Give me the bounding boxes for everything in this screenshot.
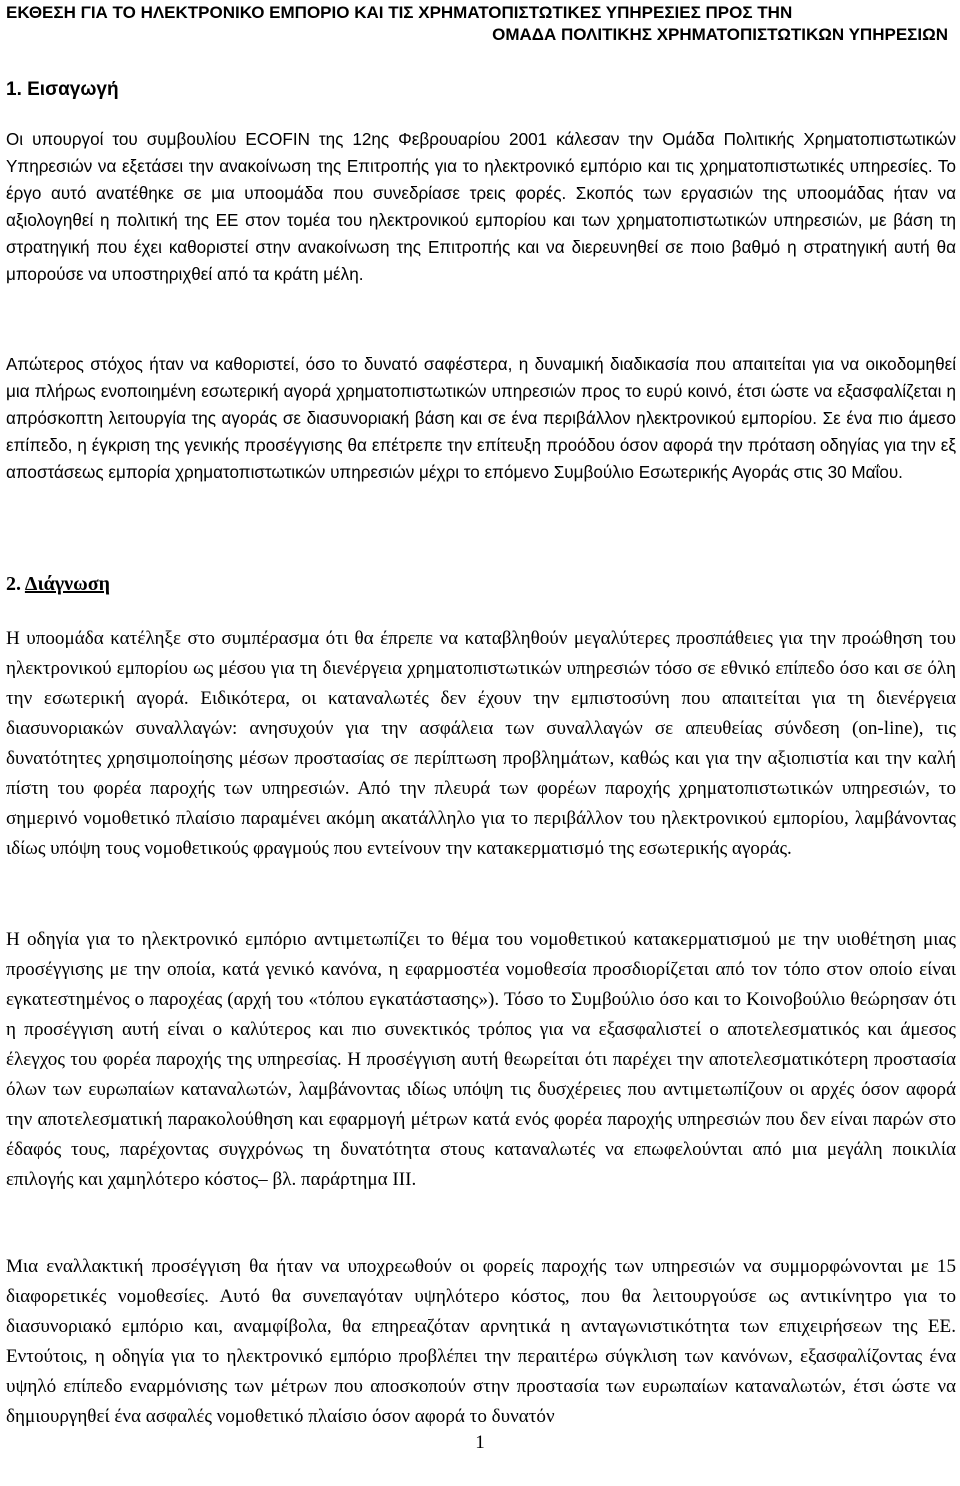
- section-2-number: 2.: [6, 573, 25, 595]
- section-2-paragraph-2: Η οδηγία για το ηλεκτρονικό εμπόριο αντιμετωπίζει το θέμα του νομοθετικού κατακερματισμού με την υιοθέτηση μιας προσέγγισης με την οποία, κατά γενικό κανόνα, η εφαρμοστέα νομοθεσία προσδιορίζεται από τον τόπο στον οποίο είναι εγκατεστημένος ο παροχέας (αρχή του «τόπου εγκατάστασης»). Τόσο το Συμβούλιο όσο και το Κοινοβούλιο θεώρησαν ότι η προσέγγιση αυτή είναι ο καλύτερος και πιο συνεκτικός τρόπος για να εξασφαλιστεί ο αποτελεσματικός και άμεσος έλεγχος του φορέα παροχής της υπηρεσίας. Η προσέγγιση αυτή θεωρείται ότι παρέχει την αποτελεσματικότερη προστασία όλων των ευρωπαίων καταναλωτών, λαμβάνοντας ιδίως υπόψη τις δυσχέρειες που αντιμετωπίζουν οι αρχές όσον αφορά την αποτελεσματική παρακολούθηση και εφαρμογή μέτρων κατά ενός φορέα παροχής υπηρεσιών που δεν είναι παρών στο έδαφός τους, παρέχοντας συγχρόνως τη δυνατότητα στους καταναλωτές να επωφελούνται από μια μεγάλη ποικιλία επιλογής και χαμηλότερο κόστος– βλ. παράρτημα ΙΙΙ.: [6, 929, 956, 1190]
- section-2-paragraph-3: Μια εναλλακτική προσέγγιση θα ήταν να υποχρεωθούν οι φορείς παροχής των υπηρεσιών να συμμορφώνονται με 15 διαφορετικές νομοθεσίες. Αυτό θα συνεπαγόταν υψηλότερο κόστος, που θα λειτουργούσε ως αντικίνητρο για το διασυνοριακό εμπόριο και, αναμφίβολα, θα επηρεαζόταν αρνητικά η ανταγωνιστικότητα των επιχειρήσεων της ΕΕ. Εντούτοις, η οδηγία για το ηλεκτρονικό εμπόριο προβλέπει την περαιτέρω σύγκλιση των κανόνων, εξασφαλίζοντας ένα υψηλό επίπεδο εναρμόνισης των μέτρων που αποσκοπούν στην προστασία των ευρωπαίων καταναλωτών, έτσι ώστε να δημιουργηθεί ένα ασφαλές νομοθετικό πλαίσιο όσον αφορά το δυνατόν: [6, 1256, 956, 1427]
- section-2-paragraph-1: Η υποομάδα κατέληξε στο συμπέρασμα ότι θα έπρεπε να καταβληθούν μεγαλύτερες προσπάθειες για την προώθηση του ηλεκτρονικού εμπορίου ως μέσου για τη διενέργεια χρηματοπιστωτικών υπηρεσιών τόσο σε εθνικό επίπεδο όσο και σε όλη την εσωτερική αγορά. Ειδικότερα, οι καταναλωτές δεν έχουν την εμπιστοσύνη που απαιτείται για τη διενέργεια διασυνοριακών συναλλαγών: ανησυχούν για την ασφάλεια των συναλλαγών σε απευθείας σύνδεση (on-line), τις δυνατότητες χρησιμοποίησης μέσων προστασίας σε περίπτωση προβλημάτων, καθώς και για την αξιοπιστία και την καλή πίστη του φορέα παροχής των υπηρεσιών. Από την πλευρά των φορέων παροχής χρηματοπιστωτικών υπηρεσιών, το σημερινό νομοθετικό πλαίσιο παραμένει ακόμη ακατάλληλο για το περιβάλλον του ηλεκτρονικού εμπορίου, λαμβάνοντας ιδίως υπόψη τους νομοθετικούς φραγμούς που εντείνουν την κατακερματισμό της εσωτερικής αγοράς.: [6, 628, 956, 859]
- section-1-paragraph-2: Απώτερος στόχος ήταν να καθοριστεί, όσο το δυνατό σαφέστερα, η δυναμική διαδικασία που απαιτείται για να οικοδομηθεί μια πλήρως ενοποιημένη εσωτερική αγορά χρηματοπιστωτικών υπηρεσιών προς το ευρύ κοινό, έτσι ώστε να εξασφαλίζεται η απρόσκοπτη λειτουργία της αγοράς σε διασυνοριακή βάση και σε ένα περιβάλλον ηλεκτρονικού εμπορίου. Σε ένα πιο άμεσο επίπεδο, η έγκριση της γενικής προσέγγισης θα επέτρεπε την επίτευξη προόδου όσον αφορά την πρόταση οδηγίας για την εξ αποστάσεως εμπορία χρηματοπιστωτικών υπηρεσιών μέχρι το επόμενο Συμβούλιο Εσωτερικής Αγοράς στις 30 Μαΐου.: [6, 355, 956, 482]
- section-1-heading: 1. Εισαγωγή: [6, 79, 119, 100]
- document-title: [6, 2, 956, 46]
- section-2-title: Διάγνωση: [24, 573, 110, 595]
- title-line-1: ΕΚΘΕΣΗ ΓΙΑ ΤΟ ΗΛΕΚΤΡΟΝΙΚΟ ΕΜΠΟΡΙΟ ΚΑΙ ΤΙΣ ΧΡΗΜΑΤΟΠΙΣΤΩΤΙΚΕΣ ΥΠΗΡΕΣΙΕΣ ΠΡΟΣ ΤΗΝ: [6, 3, 793, 22]
- title-line-2: ΟΜΑΔΑ ΠΟΛΙΤΙΚΗΣ ΧΡΗΜΑΤΟΠΙΣΤΩΤΙΚΩΝ ΥΠΗΡΕΣΙΩΝ: [492, 25, 948, 44]
- page-number: 1: [475, 1432, 485, 1453]
- section-1-paragraph-1: Οι υπουργοί του συμβουλίου ECOFIN της 12ης Φεβρουαρίου 2001 κάλεσαν την Ομάδα Πολιτικής Χρηματοπιστωτικών Υπηρεσιών να εξετάσει την ανακοίνωση της Επιτροπής για το ηλεκτρονικό εμπόριο και τις χρηματοπιστωτικές υπηρεσίες. Το έργο αυτό ανατέθηκε σε μια υποομάδα που συνεδρίασε τρεις φορές. Σκοπός των εργασιών της υποομάδας ήταν να αξιολογηθεί η πολιτική της ΕΕ στον τομέα του ηλεκτρονικού εμπορίου και των χρηματοπιστωτικών υπηρεσιών, με βάση τη στρατηγική που έχει καθοριστεί στην ανακοίνωση της Επιτροπής και να διερευνηθεί σε ποιο βαθμό η στρατηγική αυτή θα μπορούσε να υποστηριχθεί από τα κράτη μέλη.: [6, 130, 956, 284]
- section-2-heading: [6, 572, 110, 596]
